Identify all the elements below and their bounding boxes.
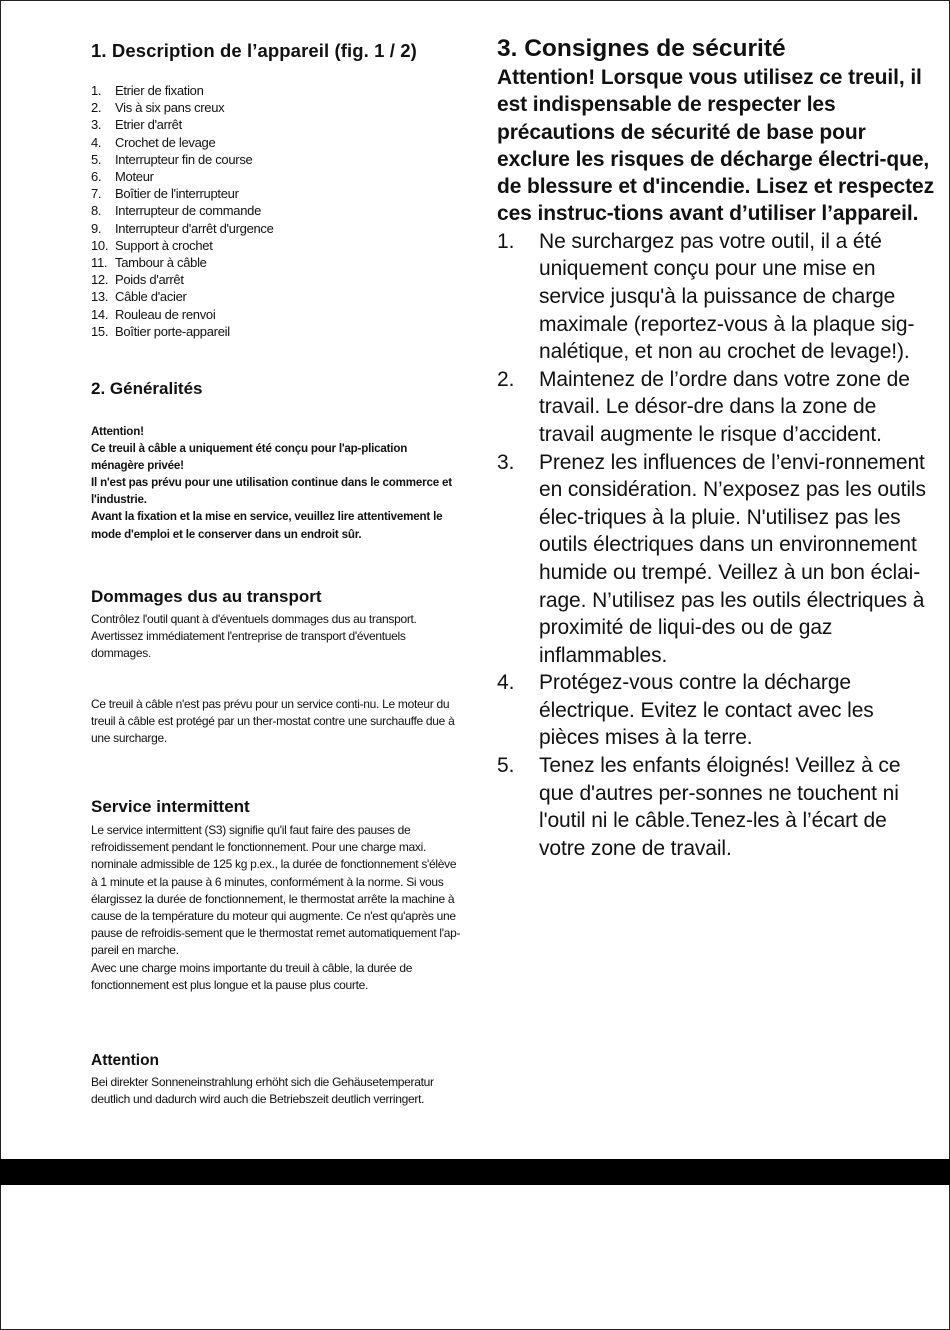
list-item: 9. Interrupteur d'arrêt d'urgence [91,220,274,236]
list-item: 2. Vis à six pans creux [91,100,225,116]
list-item: 3. Etrier d'arrêt [91,117,182,133]
list-item: 8. Interrupteur de commande [91,203,261,219]
list-item: 13. Câble d'acier [91,289,187,305]
safety-section [497,33,937,862]
list-item: 6. Moteur [91,169,154,185]
list-item: 14. Rouleau de renvoi [91,306,216,322]
section-2-title: 2. Généralités [91,379,203,398]
list-item: 1. Etrier de fixation [91,83,204,98]
list-item: 10. Support à crochet [91,237,213,253]
list-item: 4. Crochet de levage [91,134,216,150]
transport-damage-text: Contrôlez l'outil quant à d'éventuels dommages dus au transport. Avertissez immédiatement l'entreprise de transport d'éventuels dommages. [91,612,417,661]
intermittent-service-title: Service intermittent [91,797,250,816]
general-warning: Attention! Ce treuil à câble a uniquement été conçu pour l'ap-plication ménagère privée! Il n'est pas prévu pour une utilisation continue dans le commerce et l'industrie. Avant la fixation et la mise en service, veuillez lire attentivement le mode d'emploi et le conserver dans un endroit sûr. [91,425,452,541]
safety-rules-list [497,228,937,863]
list-item: 7. Boîtier de l'interrupteur [91,186,239,202]
device-description-section [91,40,461,340]
list-item: 5. Tenez les enfants éloignés! Veillez à ce que d'autres per-sonnes ne touchent ni l'outil ni le câble.Tenez-les à l’écart de votre zone de travail. [497,754,901,860]
section-3-title: 3. Consignes de sécurité [497,35,786,62]
list-item: 12. Poids d'arrêt [91,272,184,288]
list-item: 15. Boîtier porte-appareil [91,323,230,339]
list-item: 5. Interrupteur fin de course [91,151,253,167]
list-item: 1. Ne surchargez pas votre outil, il a été uniquement conçu pour une mise en service jusqu'à la puissance de charge maximale (reportez-vous à la plaque sig-nalétique, et non au crochet de levage!). [497,229,915,364]
list-item: 11. Tambour à câble [91,255,207,271]
transport-damage-title: Dommages dus au transport [91,587,322,606]
continuous-service-note: Ce treuil à câble n'est pas prévu pour un service conti-nu. Le moteur du treuil à câble est protégé par un ther-mostat contre une surchauffe due à une surcharge. [91,697,455,746]
intermittent-service-text: Le service intermittent (S3) signifie qu'il faut faire des pauses de refroidissement pendant le fonctionnement. Pour une charge maxi. nominale admissible de 125 kg p.ex., la durée de fonctionnement s'élève à 1 minute et la pause à 6 minutes, conformément à la norme. Si vous élargissez la durée de fonctionnement, le thermostat arrête la machine à cause de la température du moteur qui augmente. Ce n'est qu'après une pause de refroidis-sement que le thermostat remet automatiquement l'ap-pareil en marche. Avec une charge moins importante du treuil à câble, la durée de fonctionnement est plus longue et la pause plus courte. [91,823,461,992]
list-item: 3. Prenez les influences de l’envi-ronnement en considération. N’exposez pas les outils élec-triques à la pluie. N'utilisez pas les outils électriques dans un environnement humide ou trempé. Veillez à un bon éclai-rage. N’utilisez pas les outils électriques à proximité de liqui-des ou de gaz inflammables. [497,450,926,667]
attention-title: Attention [91,1052,160,1069]
list-item: 4. Protégez-vous contre la décharge électrique. Evitez le contact avec les pièces mises à la terre. [497,671,874,750]
safety-intro: Attention! Lorsque vous utilisez ce treuil, il est indispensable de respecter les précautions de sécurité de base pour exclure les risques de décharge électri-que, de blessure et d'incendie. Lisez et respectez ces instruc-tions avant d’utiliser l’appareil. [497,66,934,226]
section-1-title: 1. Description de l’appareil (fig. 1 / 2) [91,40,417,61]
list-item: 2. Maintenez de l’ordre dans votre zone de travail. Le désor-dre dans la zone de travail augmente le risque d’accident. [497,367,910,446]
attention-text: Bei direkter Sonneneinstrahlung erhöht sich die Gehäusetemperatur deutlich und dadurch wird auch die Betriebszeit deutlich verringert. [91,1075,434,1107]
parts-list [91,82,461,340]
footer-bar [0,1159,950,1185]
